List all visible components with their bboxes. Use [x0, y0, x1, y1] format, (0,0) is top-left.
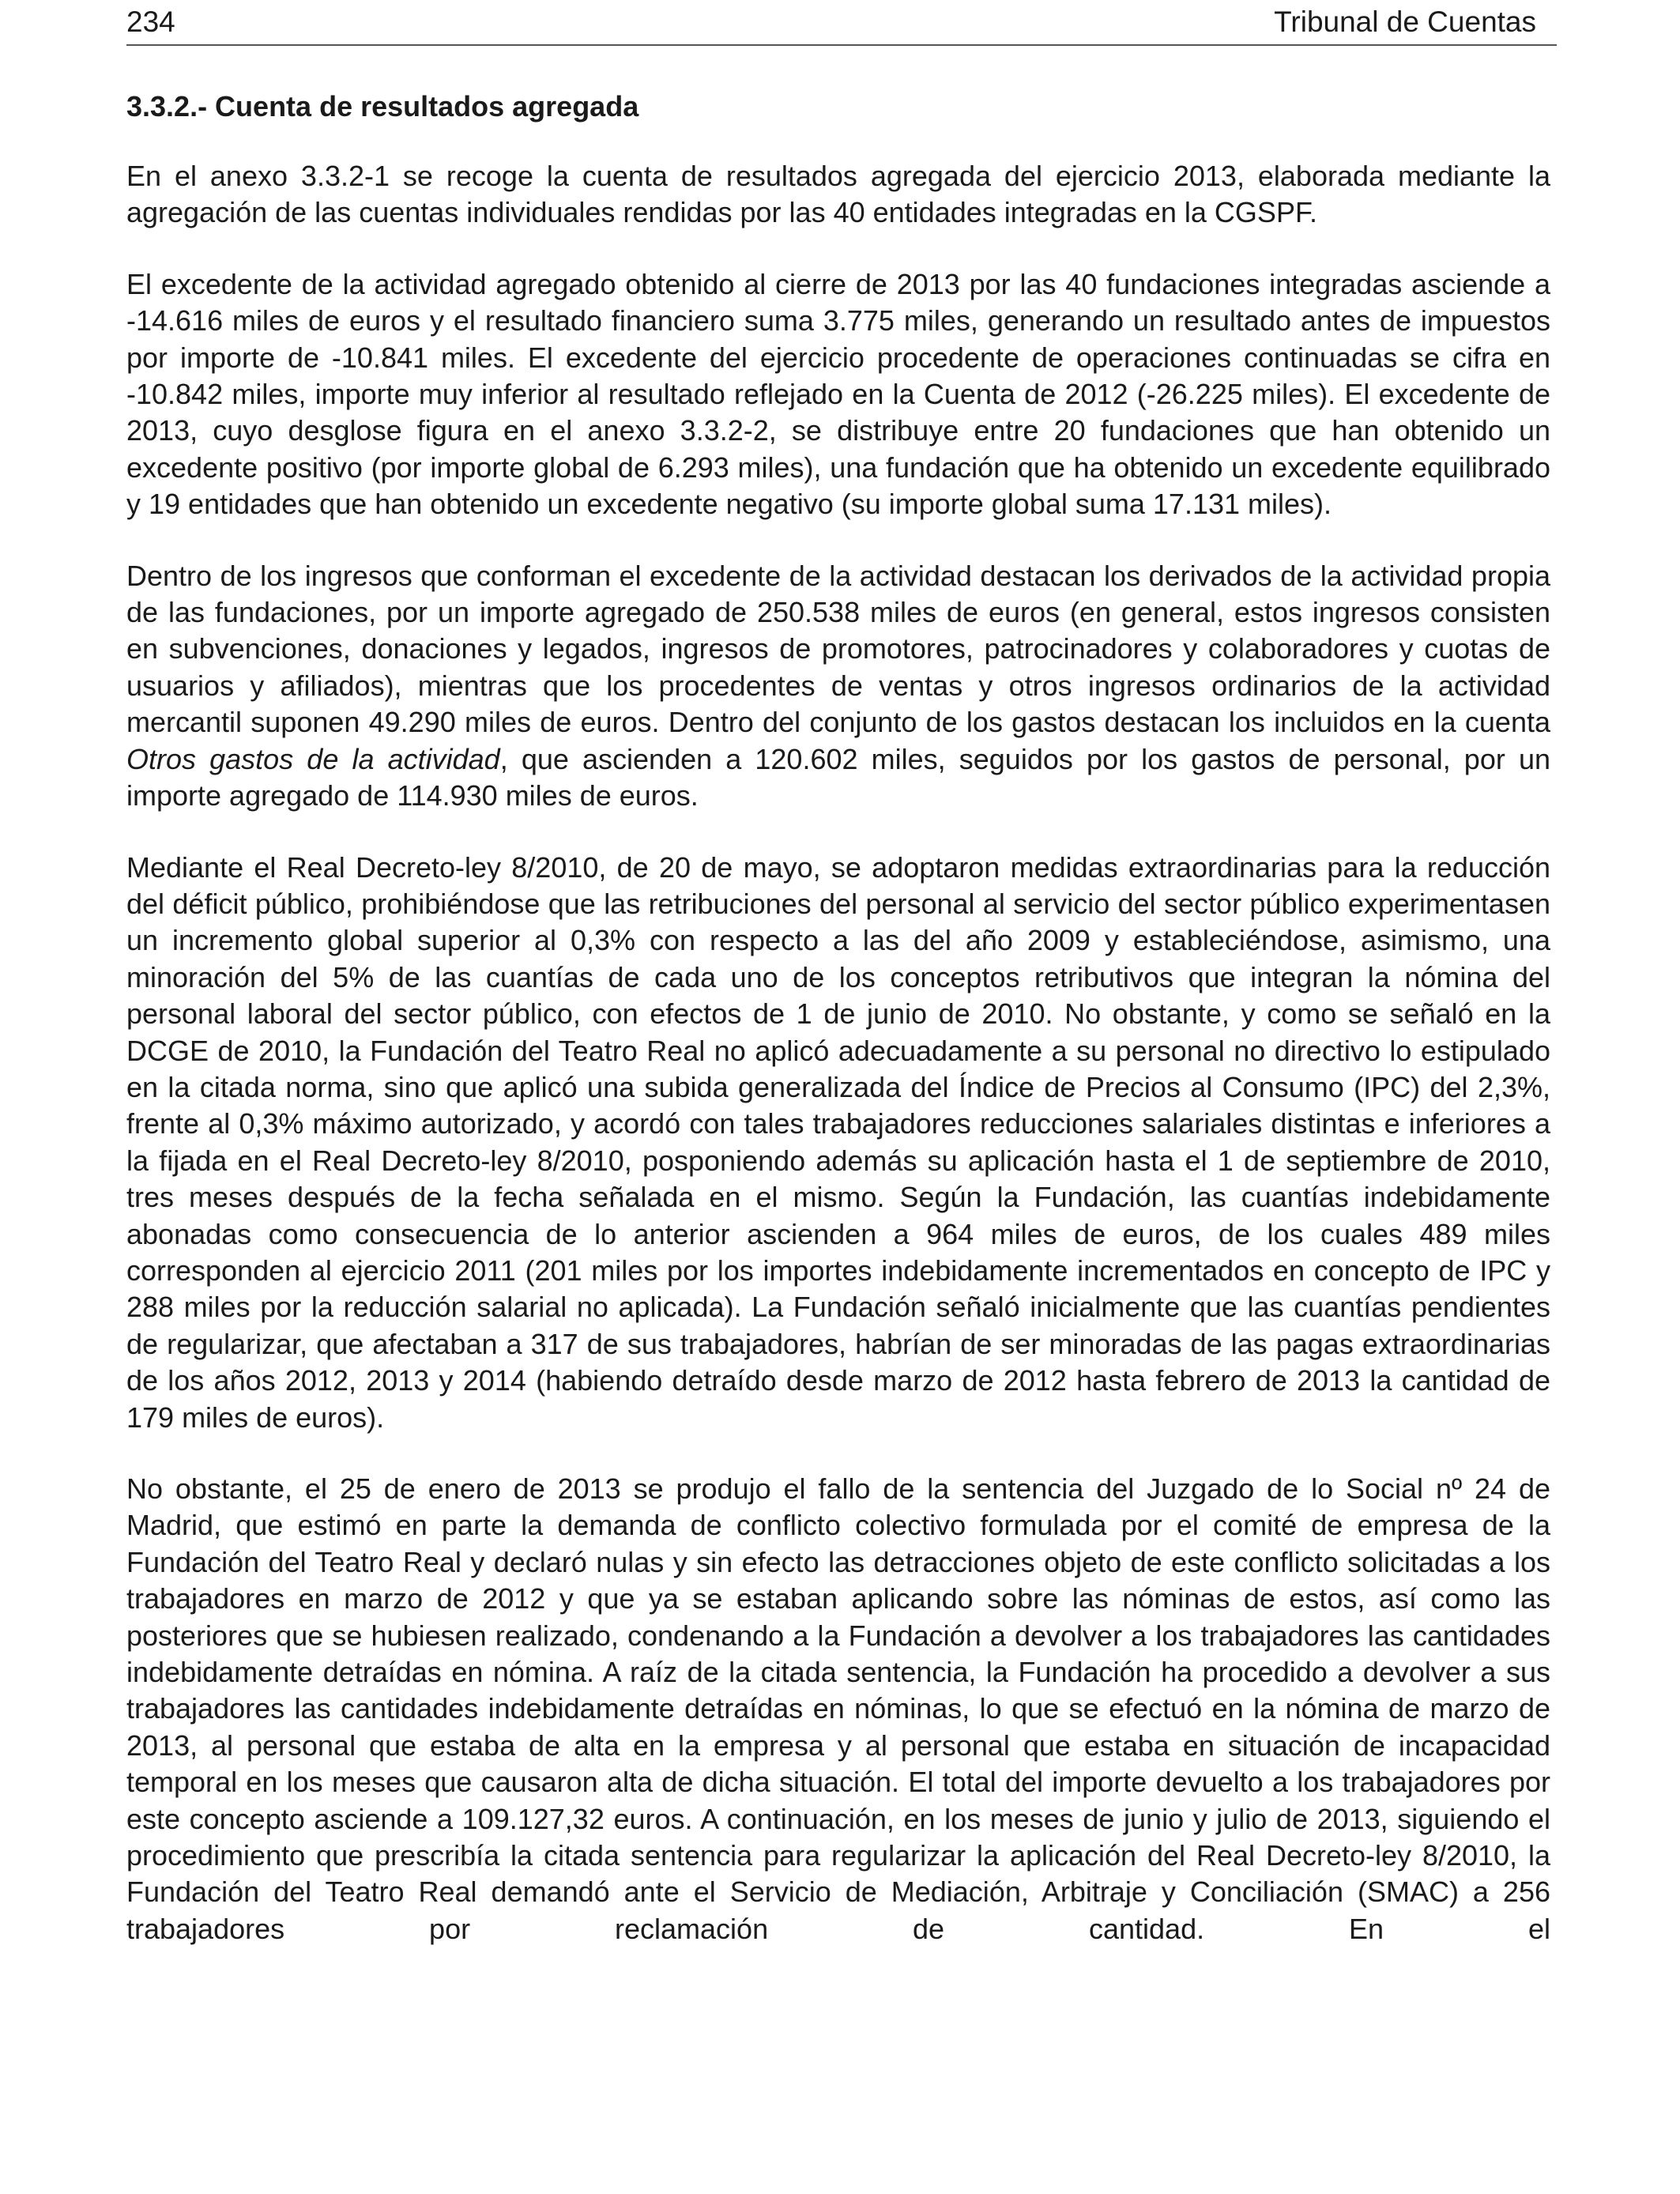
paragraph-anexo: En el anexo 3.3.2-1 se recoge la cuenta de resultados agregada del ejercicio 2013, elaborada mediante la agregación de las cuentas individuales rendidas por las 40 entidades integradas en la CGSPF. [126, 160, 1550, 229]
document-title: Tribunal de Cuentas [1274, 6, 1536, 38]
paragraph-real-decreto: Mediante el Real Decreto-ley 8/2010, de 20 de mayo, se adoptaron medidas extraordinarias para la reducción del déficit público, prohibiéndose que las retribuciones del personal al servicio del sector público experimentasen un incremento global superior al 0,3% con respecto a las del año 2009 y estableciéndose, asimismo, una minoración del 5% de las cuantías de cada uno de los conceptos retributivos que integran la nómina del personal laboral del sector público, con efectos de 1 de junio de 2010. No obstante, y como se señaló en la DCGE de 2010, la Fundación del Teatro Real no aplicó adecuadamente a su personal no directivo lo estipulado en la citada norma, sino que aplicó una subida generalizada del Índice de Precios al Consumo (IPC) del 2,3%, frente al 0,3% máximo autorizado, y acordó con tales trabajadores reducciones salariales distintas e inferiores a la fijada en el Real Decreto-ley 8/2010, posponiendo además su aplicación hasta el 1 de septiembre de 2010, tres meses después de la fecha señalada en el mismo. Según la Fundación, las cuantías indebidamente abonadas como consecuencia de lo anterior ascienden a 964 miles de euros, de los cuales 489 miles corresponden al ejercicio 2011 (201 miles por los importes indebidamente incrementados en concepto de IPC y 288 miles por la reducción salarial no aplicada). La Fundación señaló inicialmente que las cuantías pendientes de regularizar, que afectaban a 317 de sus trabajadores, habrían de ser minoradas de las pagas extraordinarias de los años 2012, 2013 y 2014 (habiendo detraído desde marzo de 2012 hasta febrero de 2013 la cantidad de 179 miles de euros). [126, 850, 1550, 1434]
paragraph-ingresos-part2: , que ascienden a 120.602 miles, seguidos por los gastos de personal, por un importe agregado de 114.930 miles de euros. [126, 742, 1550, 812]
section-heading: 3.3.2.- Cuenta de resultados agregada [126, 90, 639, 123]
page-body [126, 89, 1550, 1982]
paragraph-ingresos-italic: Otros gastos de la actividad [126, 742, 500, 775]
page-number: 234 [126, 6, 175, 38]
paragraph-excedente: El excedente de la actividad agregado obtenido al cierre de 2013 por las 40 fundaciones integradas asciende a -14.616 miles de euros y el resultado financiero suma 3.775 miles, generando un resultado antes de impuestos por importe de -10.841 miles. El excedente del ejercicio procedente de operaciones continuadas se cifra en -10.842 miles, importe muy inferior al resultado reflejado en la Cuenta de 2012 (-26.225 miles). El excedente de 2013, cuyo desglose figura en el anexo 3.3.2-2, se distribuye entre 20 fundaciones que han obtenido un excedente positivo (por importe global de 6.293 miles), una fundación que ha obtenido un excedente equilibrado y 19 entidades que han obtenido un excedente negativo (su importe global suma 17.131 miles). [126, 267, 1550, 521]
paragraph-ingresos [126, 558, 1550, 815]
page-header [126, 0, 1557, 46]
paragraph-sentencia: No obstante, el 25 de enero de 2013 se produjo el fallo de la sentencia del Juzgado de lo Social nº 24 de Madrid, que estimó en parte la demanda de conflicto colectivo formulada por el comité de empresa de la Fundación del Teatro Real y declaró nulas y sin efecto las detracciones objeto de este conflicto solicitadas a los trabajadores en marzo de 2012 y que ya se estaban aplicando sobre las nóminas de estos, así como las posteriores que se hubiesen realizado, condenando a la Fundación a devolver a los trabajadores las cantidades indebidamente detraídas en nómina. A raíz de la citada sentencia, la Fundación ha procedido a devolver a sus trabajadores las cantidades indebidamente detraídas en nóminas, lo que se efectuó en la nómina de marzo de 2013, al personal que estaba de alta en la empresa y al personal que estaba en situación de incapacidad temporal en los meses que causaron alta de dicha situación. El total del importe devuelto a los trabajadores por este concepto asciende a 109.127,32 euros. A continuación, en los meses de junio y julio de 2013, siguiendo el procedimiento que prescribía la citada sentencia para regularizar la aplicación del Real Decreto-ley 8/2010, la Fundación del Teatro Real demandó ante el Servicio de Mediación, Arbitraje y Conciliación (SMAC) a 256 trabajadores por reclamación de cantidad. En el [126, 1472, 1550, 1945]
paragraph-ingresos-part1: Dentro de los ingresos que conforman el excedente de la actividad destacan los derivados de la actividad propia de las fundaciones, por un importe agregado de 250.538 miles de euros (en general, estos ingresos consisten en subvenciones, donaciones y legados, ingresos de promotores, patrocinadores y colaboradores y cuotas de usuarios y afiliados), mientras que los procedentes de ventas y otros ingresos ordinarios de la actividad mercantil suponen 49.290 miles de euros. Dentro del conjunto de los gastos destacan los incluidos en la cuenta [126, 559, 1550, 739]
